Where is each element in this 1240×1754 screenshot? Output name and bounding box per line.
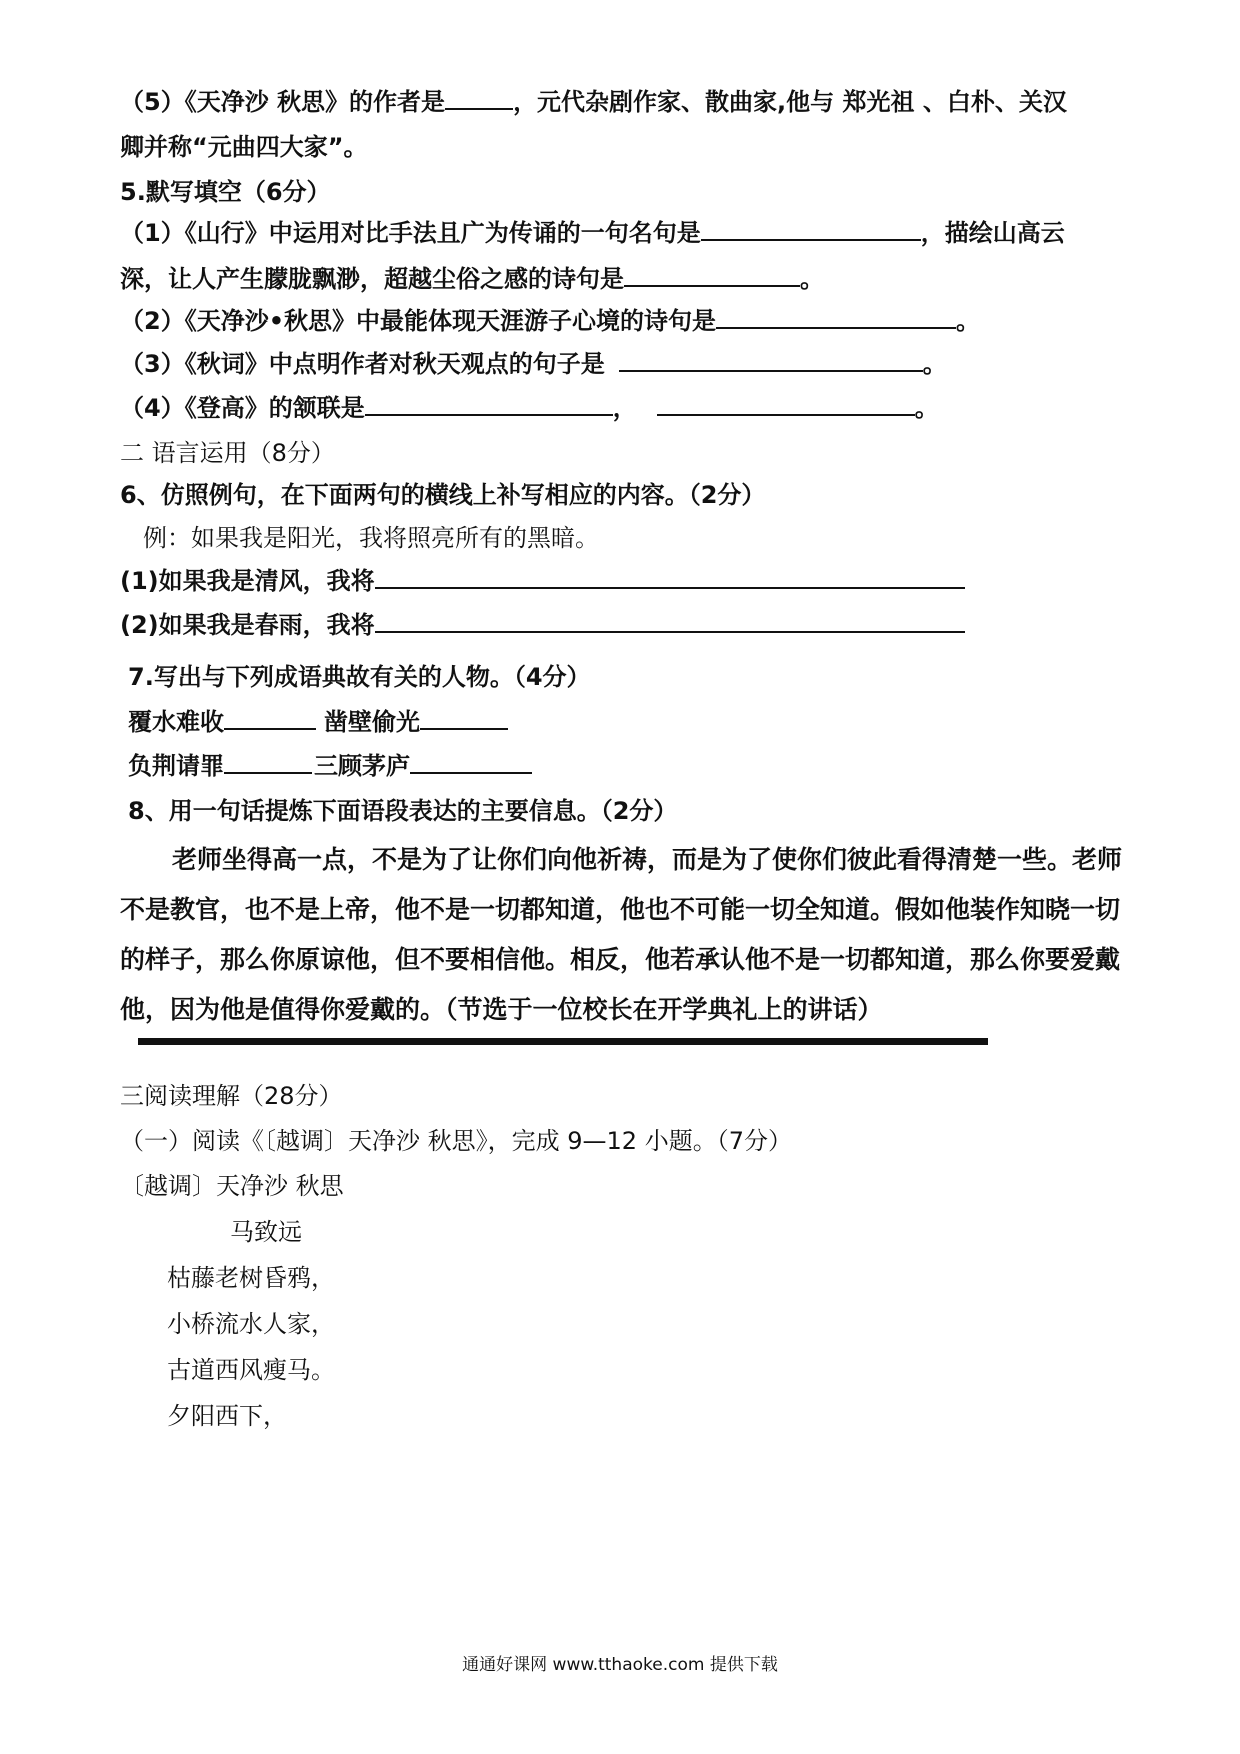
answer-line[interactable] [138, 1038, 988, 1045]
poem-title: 〔越调〕天净沙 秋思 [120, 1172, 344, 1200]
q5-item4-text-c: 。 [914, 394, 939, 422]
answer-blank[interactable] [657, 392, 915, 416]
q5-item2 [120, 305, 980, 337]
q7-row2 [128, 750, 532, 782]
passage-line: 他，因为他是值得你爱戴的。（节选于一位校长在开学典礼上的讲话） [120, 995, 883, 1024]
answer-blank[interactable] [410, 750, 532, 774]
passage-line: 的样子，那么你原谅他，但不要相信他。相反，他若承认他不是一切都知道，那么你要爱戴 [120, 945, 1121, 974]
answer-blank[interactable] [624, 263, 800, 287]
q5-item3-text-a: （3）《秋词》中点明作者对秋天观点的句子是 [120, 350, 605, 378]
section3-sub1: （一）阅读《〔越调〕天净沙 秋思》，完成 9—12 小题。（7分） [120, 1127, 792, 1155]
poem-line: 夕阳西下， [167, 1402, 287, 1430]
answer-blank[interactable] [445, 86, 513, 110]
q5-item1-text-a: （1）《山行》中运用对比手法且广为传诵的一句名句是 [120, 219, 701, 247]
answer-blank[interactable] [619, 348, 923, 372]
q5-title: 5.默写填空（6分） [120, 178, 331, 206]
q8-passage [120, 835, 1140, 1035]
answer-blank[interactable] [716, 305, 956, 329]
q5-item4 [120, 392, 939, 424]
q7-row1 [128, 706, 508, 738]
idiom-4: 三顾茅庐 [314, 752, 410, 780]
q5-item1-text-c: 深，让人产生朦胧飘渺，超越尘俗之感的诗句是 [120, 265, 624, 293]
q5-item2-text-a: （2）《天净沙•秋思》中最能体现天涯游子心境的诗句是 [120, 307, 717, 335]
q5-item1-text-d: 。 [800, 265, 824, 293]
q5-item1-line1 [120, 217, 1065, 249]
q6-item2 [120, 609, 965, 641]
page-footer: 通通好课网 www.tthaoke.com 提供下载 [462, 1655, 778, 1675]
q8-title: 8、用一句话提炼下面语段表达的主要信息。（2分） [128, 797, 678, 825]
q5-item3-text-b: 。 [922, 350, 947, 378]
q4-5-line2: 卿并称“元曲四大家”。 [120, 133, 368, 161]
q6-item1-text: (1)如果我是清风，我将 [120, 567, 375, 595]
q5-item2-text-b: 。 [956, 307, 981, 335]
q4-5-text-a: （5）《天净沙 秋思》的作者是 [120, 88, 446, 116]
idiom-1: 覆水难收 [128, 708, 224, 736]
q6-title: 6、仿照例句，在下面两句的横线上补写相应的内容。（2分） [120, 481, 766, 509]
section2-title: 二 语言运用（8分） [120, 439, 335, 467]
poem-author: 马致远 [230, 1218, 302, 1246]
q7-title: 7.写出与下列成语典故有关的人物。（4分） [128, 663, 591, 691]
answer-blank[interactable] [701, 217, 921, 241]
q5-item3 [120, 348, 947, 380]
q4-5-line1 [120, 86, 1067, 118]
answer-blank[interactable] [420, 706, 508, 730]
section3-title: 三阅读理解（28分） [120, 1082, 343, 1110]
answer-blank[interactable] [375, 609, 965, 633]
poem-line: 古道西风瘦马。 [167, 1356, 335, 1384]
q6-item2-text: (2)如果我是春雨，我将 [120, 611, 375, 639]
q5-item4-text-a: （4）《登高》的颔联是 [120, 394, 365, 422]
passage-line: 老师坐得高一点，不是为了让你们向他祈祷，而是为了使你们彼此看得清楚一些。老师 [172, 845, 1123, 874]
passage-line: 不是教官，也不是上帝，他不是一切都知道，他也不可能一切全知道。假如他装作知晓一切 [120, 895, 1121, 924]
answer-blank[interactable] [224, 706, 316, 730]
q5-item4-text-b: ， [612, 394, 637, 422]
poem-line: 小桥流水人家， [167, 1310, 335, 1338]
idiom-3: 负荆请罪 [128, 752, 224, 780]
q6-item1 [120, 565, 965, 597]
idiom-2: 凿壁偷光 [324, 708, 420, 736]
q5-item1-text-b: ，描绘山高云 [920, 219, 1065, 247]
q4-5-text-b: ，元代杂剧作家、散曲家,他与 郑光祖 、白朴、关汉 [513, 88, 1067, 116]
answer-blank[interactable] [375, 565, 965, 589]
answer-blank[interactable] [365, 392, 613, 416]
q6-example: 例：如果我是阳光，我将照亮所有的黑暗。 [143, 524, 599, 552]
poem-line: 枯藤老树昏鸦， [167, 1264, 335, 1292]
answer-blank[interactable] [224, 750, 312, 774]
q5-item1-line2 [120, 263, 824, 295]
